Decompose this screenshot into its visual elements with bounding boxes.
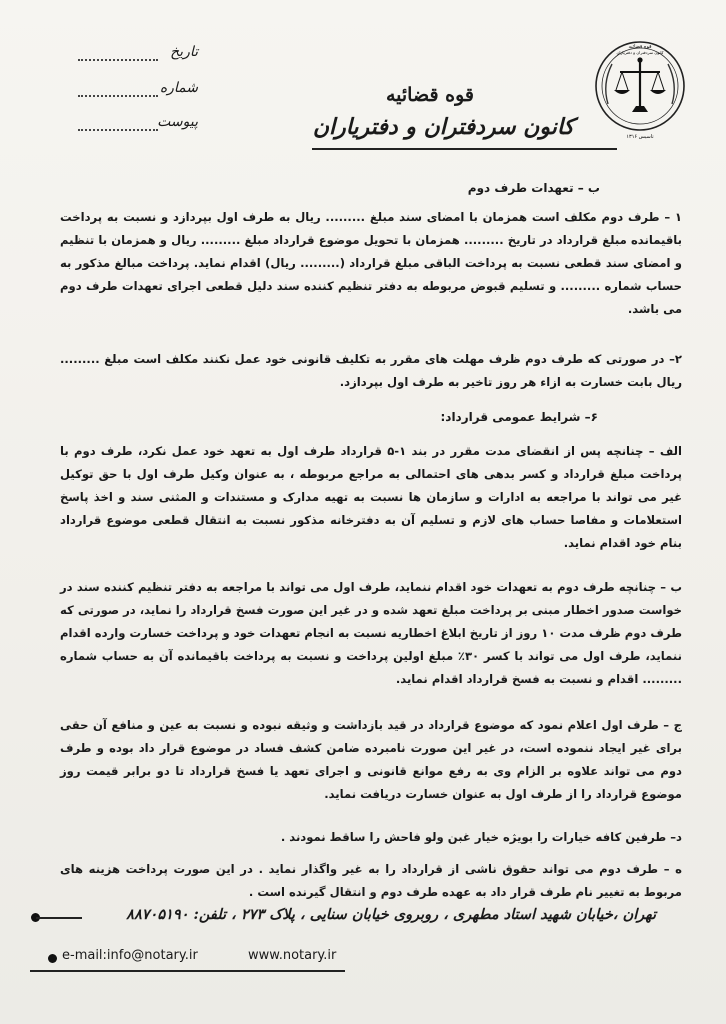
section-b-title: ب – تعهدات طرف دوم — [467, 181, 600, 195]
number-field — [78, 80, 198, 100]
attachment-field — [78, 114, 198, 134]
clause-1: ۱ – طرف دوم مکلف است همزمان با امضای سند مبلغ ......... ریال به طرف اول بپردازد و نسبت به پرداخت باقیمانده مبلغ قرارداد در تاریخ ......... همزمان با تحویل موضوع قرارداد مبلغ ......... ریال و همزمان با تنظیم و امضای سند قطعی نسبت به پرداخت الباقی مبلغ قرارداد (......... ریال) اقدام نماید. پرداخت مبالغ مذکور به حساب شماره ......... و تسلیم قبوض مربوطه به دفتر تنظیم کننده سند دلیل قطعی اجرای تعهدات طرف دوم می باشد. — [60, 210, 682, 316]
footer-website[interactable]: www.notary.ir — [248, 948, 337, 963]
header-rule — [312, 148, 617, 150]
scales-of-justice-emblem-icon — [592, 34, 688, 144]
footer-address: تهران ،خیابان شهید استاد مطهری ، روبروی خیابان سنایی ، پلاک ۲۷۳ ، تلفن: ۸۸۷۰۵۱۹۰ — [126, 906, 656, 923]
email-bullet-icon — [48, 954, 57, 963]
emblem-year-text: تاسیس ۱۳۱۶ — [626, 134, 654, 140]
section-6-title: ۶– شرایط عمومی قرارداد: — [440, 410, 598, 424]
clause-2: ۲– در صورتی که طرف دوم ظرف مهلت های مقرر به تکلیف قانونی خود عمل نکنند مکلف است مبلغ ......... ریال بابت خسارت به ازاء هر روز تاخیر به طرف اول بپردازد. — [60, 352, 682, 389]
emblem-org-text: کانون سردفتران و دفتریاران — [616, 50, 664, 55]
footer-email[interactable]: e-mail:info@notary.ir — [62, 948, 198, 963]
attachment-label: پیوست — [157, 114, 198, 130]
address-rule — [36, 917, 82, 919]
clause-dal: د– طرفین کافه خیارات را بویژه خیار غبن ولو فاحش را ساقط نمودند . — [280, 830, 682, 844]
number-blank — [78, 95, 158, 97]
attachment-blank — [78, 129, 158, 131]
footer-contact-row — [0, 948, 726, 970]
clause-alef: الف – چنانچه پس از انقضای مدت مقرر در بند ۱-۵ قرارداد طرف اول به تعهد خود عمل نکرد، طرف دوم با پرداخت مبلغ قرارداد و کسر بدهی های احتمالی به مراجع مربوطه ، به عنوان وکیل طرف اول با حق توکیل غیر می تواند با مراجعه به ادارات و سازمان ها نسبت به تهیه مدارک و مستندات و المثنی سند و اخذ پاسخ استعلامات و مفاصا حساب های لازم و تسلیم آن به دفترخانه مذکور نسبت به انتقال قطعی موضوع قرارداد بنام خود اقدام نماید. — [60, 444, 682, 550]
date-blank — [78, 59, 158, 61]
footer-rule — [30, 970, 345, 972]
organization-title: کانون سردفتران و دفتریاران — [312, 114, 574, 140]
judiciary-title: قوه قضائیه — [385, 84, 474, 106]
emblem-top-text: قوه قضائیه — [628, 44, 652, 50]
clause-jim: ج – طرف اول اعلام نمود که موضوع قرارداد در قید بازداشت و وثیقه نبوده و نسبت به عین و منافع آن حقی برای غیر ایجاد ننموده است، در غیر این صورت نامبرده ضامن کشف فساد در موضوع قرار داد بوده و طرف دوم می تواند علاوه بر الزام وی به رفع موانع قانونی و اجرای تعهد یا فسخ قرارداد تا دو برابر قیمت روز موضوع قرارداد را از طرف اول به عنوان خسارت دریافت نماید. — [60, 718, 682, 801]
clause-be: ب – چنانچه طرف دوم به تعهدات خود اقدام ننماید، طرف اول می تواند با مراجعه به دفتر تنظیم کننده سند در خواست صدور اخطار مبنی بر پرداخت مبلغ تعهد شده و در غیر این صورت فسخ قرارداد را نماید، در صورتی که طرف دوم ظرف مدت ۱۰ روز از تاریخ ابلاغ اخطاریه نسبت به انجام تعهدات خود و پرداخت خسارت وارده اقدام ننماید، طرف اول می تواند با کسر ۳۰٪ مبلغ اولین پرداخت و نسبت به پرداخت باقیمانده آن به حساب شماره ......... اقدام و نسبت به فسخ قرارداد اقدام نماید. — [60, 580, 682, 686]
date-label: تاریخ — [170, 44, 198, 60]
date-field — [78, 44, 198, 64]
clause-he: ه – طرف دوم می تواند حقوق ناشی از قرارداد را به غیر واگذار نماید . در این صورت پرداخت هزینه های مربوط به تغییر نام طرف قرار داد به عهده طرف دوم و انتقال گیرنده است . — [60, 862, 682, 899]
number-label: شماره — [159, 80, 198, 96]
